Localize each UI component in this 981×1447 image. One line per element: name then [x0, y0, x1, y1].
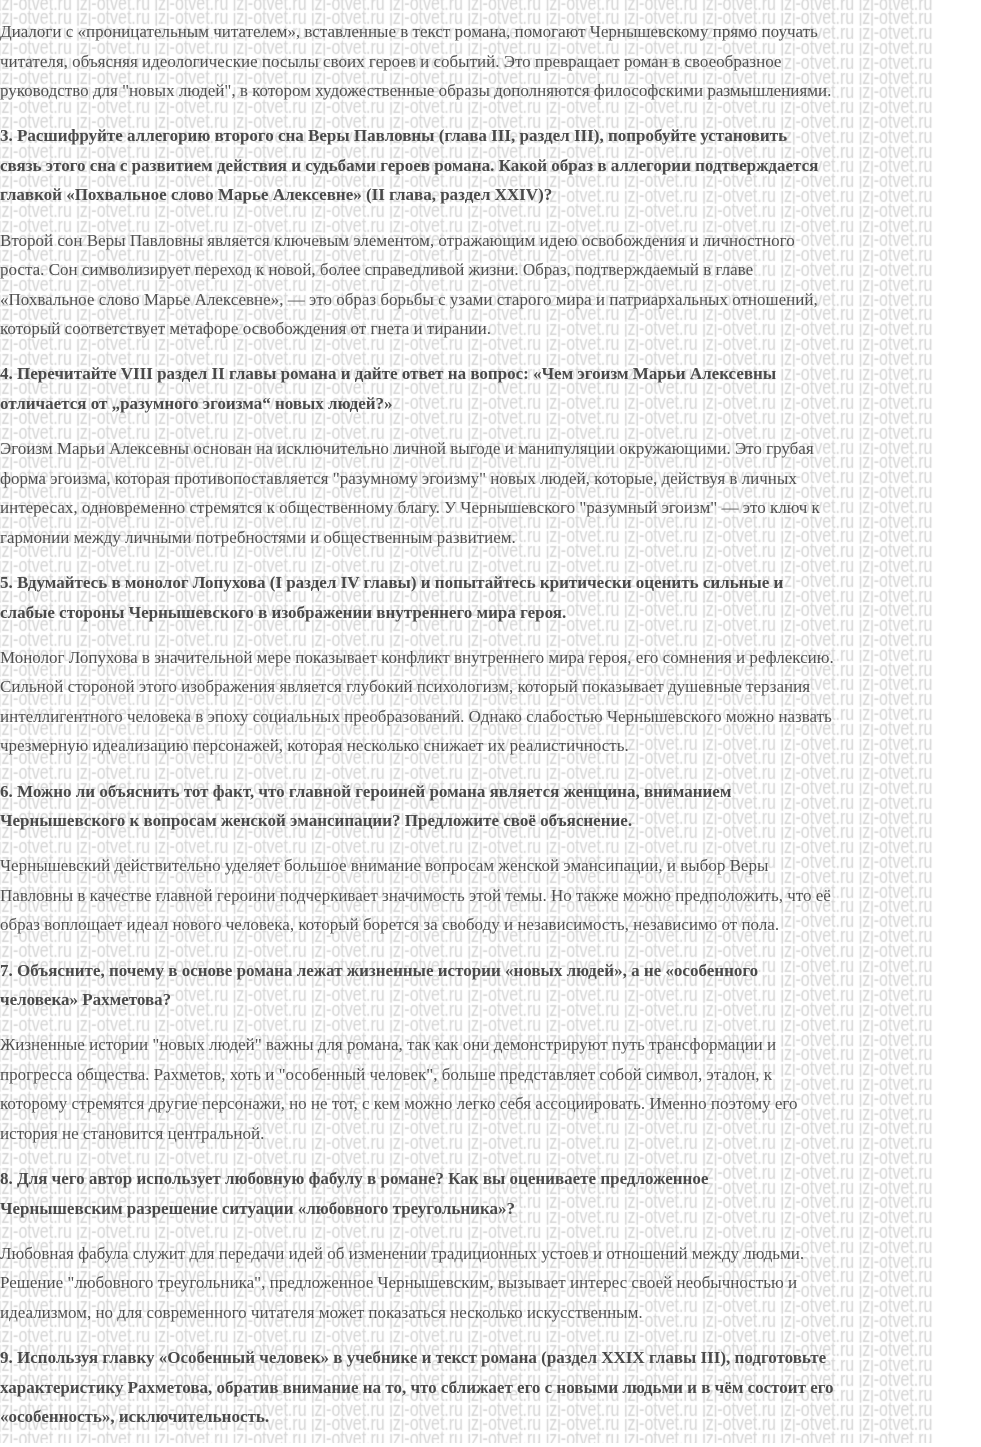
- text-line: Диалоги с «проницательным читателем», вставленные в текст романа, помогают Чернышевскому прямо поучать: [0, 22, 818, 41]
- text-line: человека» Рахметова?: [0, 990, 172, 1010]
- answer-paragraph: [0, 643, 981, 761]
- text-line: 9. Используя главку «Особенный человек» в учебнике и текст романа (раздел XXIX главы III), подготовьте: [0, 1348, 827, 1368]
- text-line: Второй сон Веры Павловны является ключевым элементом, отражающим идею освобождения и личностного: [0, 230, 795, 250]
- question-heading: [0, 121, 981, 210]
- text-line: форма эгоизма, которая противопоставляется "разумному эгоизму" новых людей, которые, действуя в личных: [0, 468, 797, 488]
- text-line: характеристику Рахметова, обратив внимание на то, что сближает его с новыми людьми и в чём состоит его: [0, 1377, 834, 1397]
- text-line: образ воплощает идеал нового человека, который борется за свободу и независимость, независимо от пола.: [0, 915, 780, 935]
- text-line: Решение "любовного треугольника", предложенное Чернышевским, вызывает интерес своей необычностью и: [0, 1273, 798, 1293]
- answer-paragraph: [0, 434, 981, 552]
- text-line: отличается от „разумного эгоизма“ новых людей?»: [0, 394, 393, 414]
- text-line: который соответствует метафоре освобождения от гнета и тирании.: [0, 319, 491, 339]
- text-line: прогресса общества. Рахметов, хоть и "особенный человек", больше представляет собой символ, эталон, к: [0, 1064, 772, 1084]
- text-line: Чернышевского к вопросам женской эмансипации? Предложите своё объяснение.: [0, 811, 633, 831]
- answer-paragraph: [0, 851, 981, 940]
- answer-paragraph: [0, 1239, 981, 1328]
- text-line: Чернышевский действительно уделяет большое внимание вопросам женской эмансипации, и выбор Веры: [0, 856, 769, 876]
- answer-paragraph: [0, 226, 981, 344]
- text-line: интеллигентного человека в эпоху социальных преобразований. Однако слабостью Чернышевского можно назвать: [0, 706, 832, 726]
- text-line: 7. Объясните, почему в основе романа лежат жизненные истории «новых людей», а не «особенного: [0, 960, 759, 980]
- answer-paragraph: [0, 1030, 981, 1148]
- text-line: Сильной стороной этого изображения является глубокий психологизм, который показывает душевные терзания: [0, 677, 811, 697]
- text-line: Чернышевским разрешение ситуации «любовного треугольника»?: [0, 1198, 516, 1218]
- text-line: 6. Можно ли объяснить тот факт, что главной героиней романа является женщина, вниманием: [0, 781, 732, 801]
- text-line: «особенность», исключительность.: [0, 1407, 270, 1427]
- text-line: роста. Сон символизирует переход к новой, более справедливой жизни. Образ, подтверждаемый в главе: [0, 260, 754, 280]
- text-line: 3. Расшифруйте аллегорию второго сна Веры Павловны (глава III, раздел III), попробуйте установить: [0, 126, 788, 146]
- answer-paragraph: [0, 17, 981, 106]
- question-heading: [0, 568, 981, 627]
- question-heading: [0, 777, 981, 836]
- text-line: интересах, одновременно стремятся к общественному благу. У Чернышевского "разумный эгоизм" — это ключ к: [0, 498, 820, 518]
- document-body: [0, 17, 981, 1447]
- text-line: «Похвальное слово Марье Алексевне», — это образ борьбы с узами старого мира и патриархальных отношений,: [0, 289, 818, 309]
- text-line: главкой «Похвальное слово Марье Алексевне» (II глава, раздел XXIV)?: [0, 185, 553, 205]
- text-line: слабые стороны Чернышевского в изображении внутреннего мира героя.: [0, 602, 567, 622]
- text-line: 8. Для чего автор использует любовную фабулу в романе? Как вы оцениваете предложенное: [0, 1169, 709, 1189]
- text-line: история не становится центральной.: [0, 1124, 265, 1143]
- question-heading: [0, 359, 981, 418]
- text-line: Любовная фабула служит для передачи идей об изменении традиционных устоев и отношений между людьми.: [0, 1243, 805, 1263]
- question-heading: [0, 956, 981, 1015]
- text-line: идеализмом, но для современного читателя может показаться несколько искусственным.: [0, 1302, 643, 1322]
- text-line: Эгоизм Марьи Алексевны основан на исключительно личной выгоде и манипуляции окружающими. Это грубая: [0, 439, 814, 459]
- text-line: 5. Вдумайтесь в монолог Лопухова (I раздел IV главы) и попытайтесь критически оценить сильные и: [0, 573, 784, 592]
- text-line: Павловны в качестве главной героини подчеркивает значимость этой темы. Но также можно предположить, что её: [0, 885, 831, 905]
- question-heading: [0, 1343, 981, 1432]
- text-line: Жизненные истории "новых людей" важны для романа, так как они демонстрируют путь трансформации и: [0, 1035, 777, 1055]
- text-line: связь этого сна с развитием действия и судьбами героев романа. Какой образ в аллегории подтверждается: [0, 155, 819, 175]
- text-line: руководство для "новых людей", в котором художественные образы дополняются философскими размышлениями.: [0, 81, 832, 101]
- text-line: гармонии между личными потребностями и общественным развитием.: [0, 527, 516, 547]
- text-line: чрезмерную идеализацию персонажей, которая несколько снижает их реалистичность.: [0, 736, 629, 756]
- question-heading: [0, 1164, 981, 1223]
- text-line: которому стремятся другие персонажи, но не тот, с кем можно легко себя ассоциировать. Именно поэтому его: [0, 1094, 798, 1114]
- text-line: читателя, объясняя идеологические посылы своих героев и событий. Это превращает роман в своеобразное: [0, 51, 782, 71]
- text-line: Монолог Лопухова в значительной мере показывает конфликт внутреннего мира героя, его сомнения и рефлексию.: [0, 647, 834, 667]
- text-line: 4. Перечитайте VIII раздел II главы романа и дайте ответ на вопрос: «Чем эгоизм Марьи Алексевны: [0, 364, 777, 384]
